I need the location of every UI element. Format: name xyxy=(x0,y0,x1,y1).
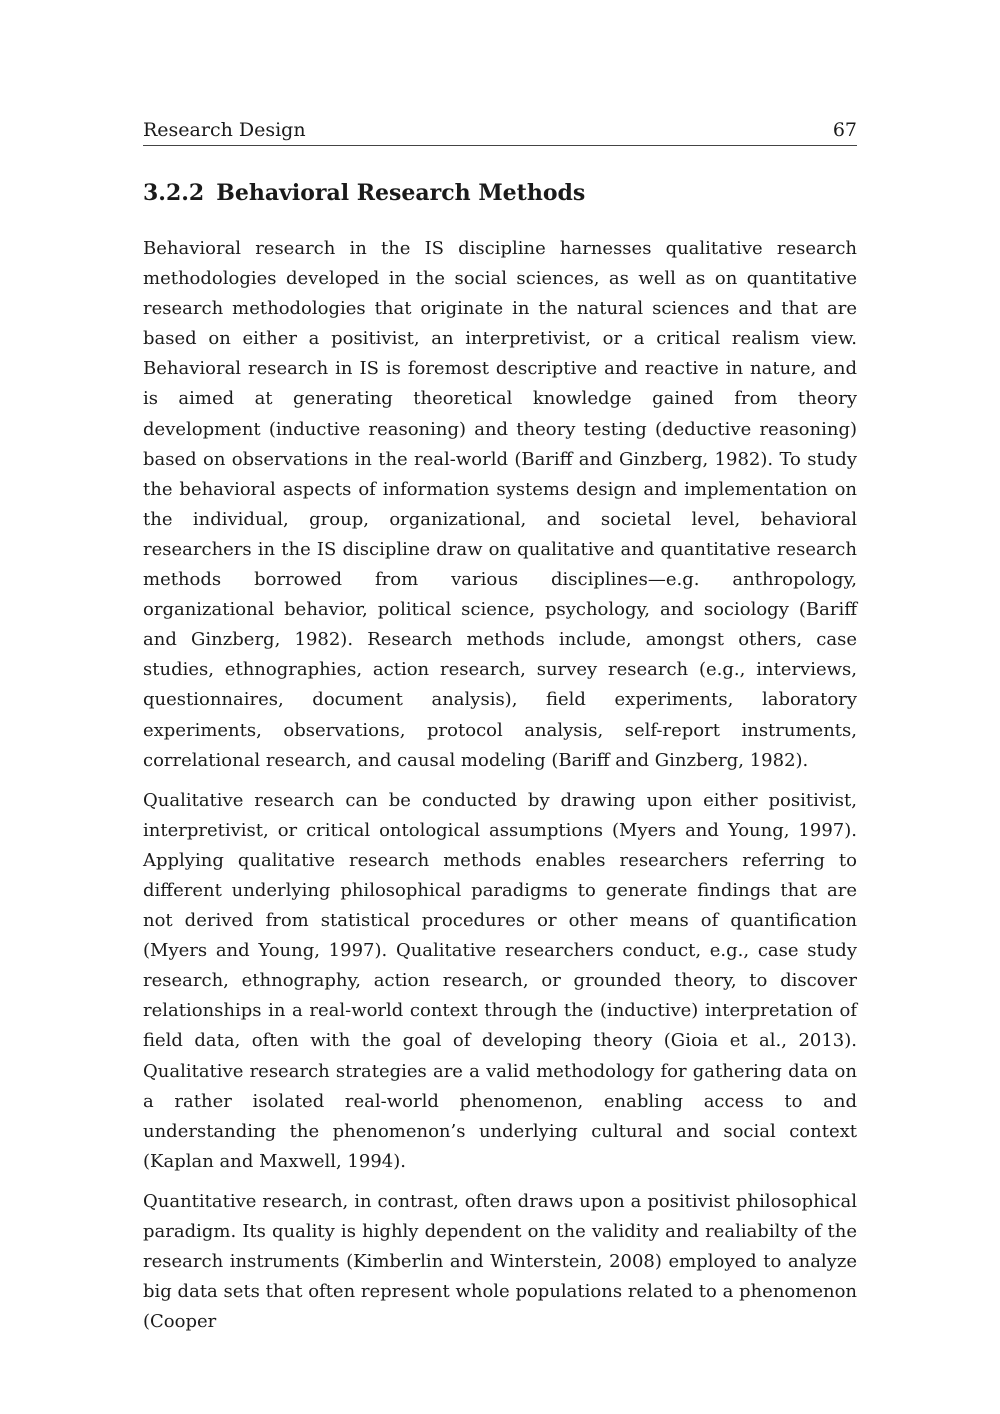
section-title: Behavioral Research Methods xyxy=(216,180,586,206)
body-text xyxy=(143,234,857,1347)
page-number: 67 xyxy=(832,119,857,141)
running-title: Research Design xyxy=(143,119,306,141)
section-number: 3.2.2 xyxy=(143,180,205,206)
paragraph: Qualitative research can be conducted by drawing upon either positivist, interpretivist, or critical ontological assumptions (Myers and Young, 1997). Applying qualitative research methods enables researchers referring to different underlying philosophical paradigms to generate findings that are not derived from statistical procedures or other means of quantification (Myers and Young, 1997). Qualitative researchers conduct, e.g., case study research, ethnography, action research, or grounded theory, to discover relationships in a real-world context through the (inductive) interpretation of field data, often with the goal of developing theory (Gioia et al., 2013). Qualitative research strategies are a valid methodology for gathering data on a rather isolated real-world phenomenon, enabling access to and understanding the phenomenon’s underlying cultural and social context (Kaplan and Maxwell, 1994). xyxy=(143,789,857,1172)
paragraph: Quantitative research, in contrast, often draws upon a positivist philosophical paradigm. Its quality is highly dependent on the validity and realiabilty of the research instruments (Kimberlin and Winterstein, 2008) employed to analyze big data sets that often represent whole populations related to a phenomenon (Cooper xyxy=(143,1190,857,1333)
running-header xyxy=(143,117,857,146)
section-heading xyxy=(143,177,857,209)
paragraph: Behavioral research in the IS discipline harnesses qualitative research methodologies developed in the social sciences, as well as on quantitative research methodologies that originate in the natural sciences and that are based on either a positivist, an interpretivist, or a critical realism view. Behavioral research in IS is foremost descriptive and reactive in nature, and is aimed at generating theoretical knowledge gained from theory development (inductive reasoning) and theory testing (deductive reasoning) based on observations in the real-world (Bariff and Ginzberg, 1982). To study the behavioral aspects of information systems design and implementation on the individual, group, organizational, and societal level, behavioral researchers in the IS discipline draw on qualitative and quantitative research methods borrowed from various disciplines—e.g. anthropology, organizational behavior, political science, psychology, and sociology (Bariff and Ginzberg, 1982). Research methods include, amongst others, case studies, ethnographies, action research, survey research (e.g., interviews, questionnaires, document analysis), field experiments, laboratory experiments, observations, protocol analysis, self-report instruments, correlational research, and causal modeling (Bariff and Ginzberg, 1982). xyxy=(143,238,857,771)
